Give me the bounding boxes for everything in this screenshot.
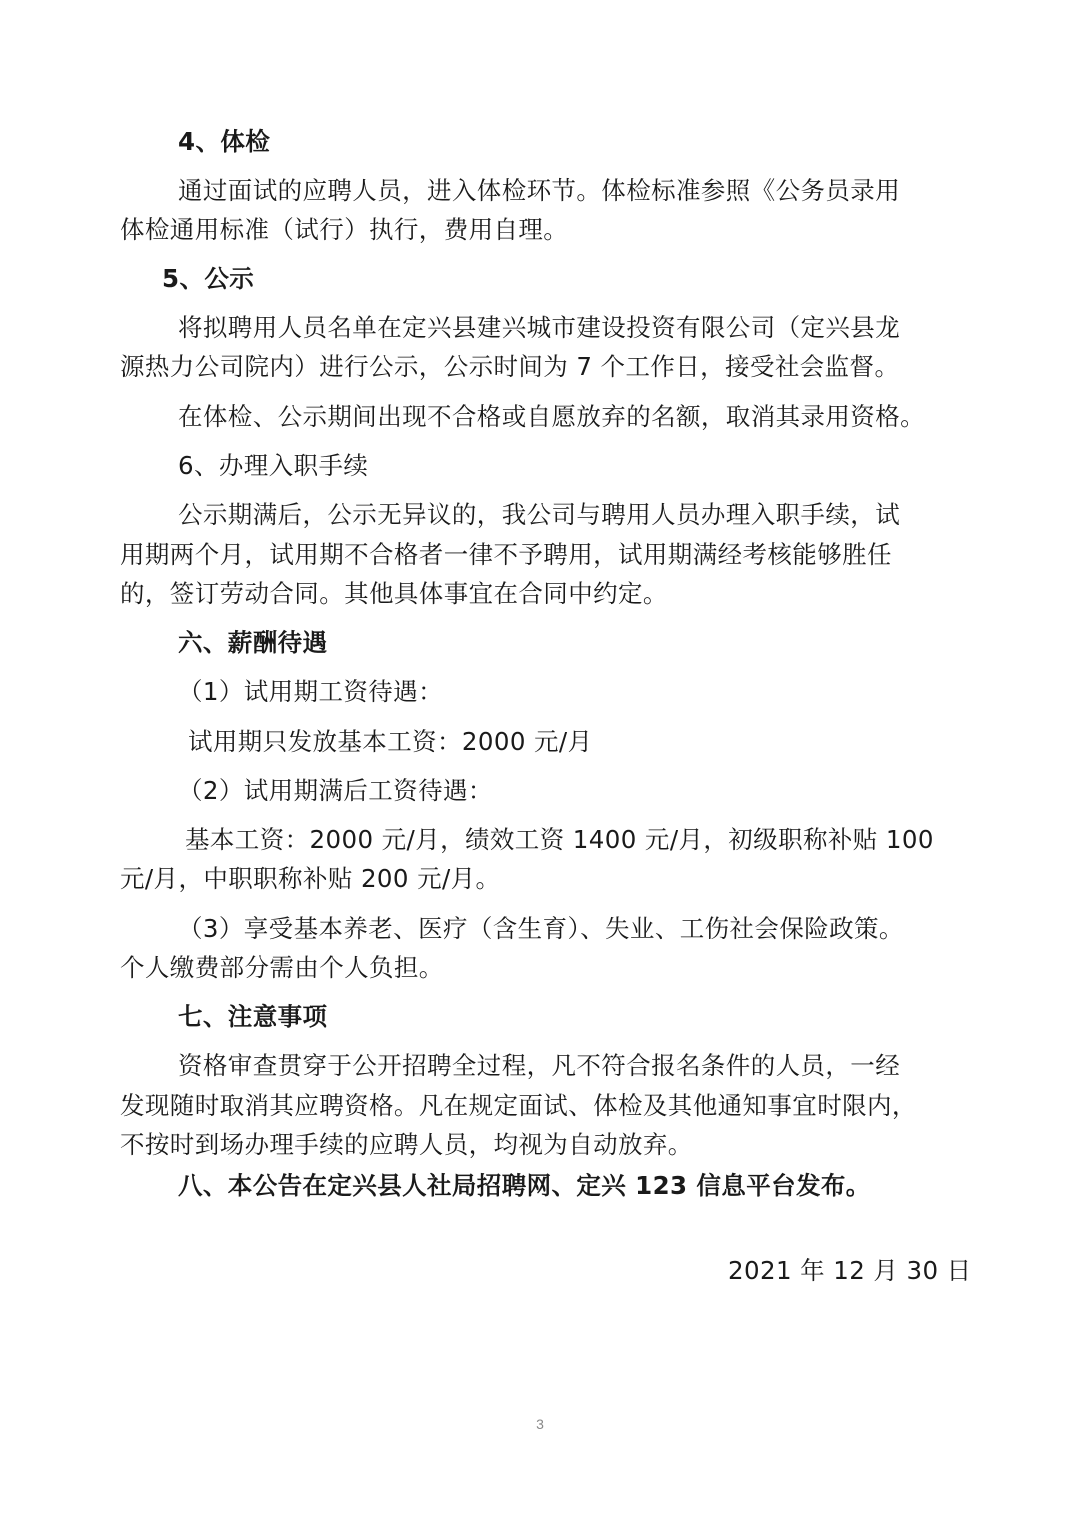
chapter-7-title: 七、注意事项	[178, 1002, 328, 1031]
chapter-6-title: 六、薪酬待遇	[178, 628, 328, 657]
section-6-paragraph-line-1: 公示期满后，公示无异议的，我公司与聘用人员办理入职手续，试	[178, 500, 901, 529]
section-6-title: 6、办理入职手续	[178, 451, 369, 480]
section-4-paragraph-line-1: 通过面试的应聘人员，进入体检环节。体检标准参照《公务员录用	[178, 176, 901, 205]
salary-item-1-detail: 试用期只发放基本工资：2000 元/月	[188, 727, 593, 756]
salary-item-3-line-2: 个人缴费部分需由个人负担。	[120, 953, 444, 982]
chapter-7-paragraph-line-2: 发现随时取消其应聘资格。凡在规定面试、体检及其他通知事宜时限内，	[120, 1091, 917, 1120]
section-5-title: 5、公示	[162, 264, 255, 293]
chapter-7-paragraph-line-3: 不按时到场办理手续的应聘人员，均视为自动放弃。	[120, 1130, 693, 1159]
section-4-title: 4、体检	[178, 127, 271, 156]
chapter-8-title: 八、本公告在定兴县人社局招聘网、定兴 123 信息平台发布。	[178, 1171, 871, 1200]
salary-item-2-line-1: 基本工资：2000 元/月，绩效工资 1400 元/月，初级职称补贴 100	[185, 825, 934, 854]
salary-item-2-line-2: 元/月，中职职称补贴 200 元/月。	[120, 864, 501, 893]
salary-item-1: （1）试用期工资待遇：	[178, 677, 443, 706]
section-6-paragraph-line-2: 用期两个月，试用期不合格者一律不予聘用，试用期满经考核能够胜任	[120, 540, 892, 569]
document-date: 2021 年 12 月 30 日	[728, 1256, 972, 1285]
section-6-paragraph-line-3: 的，签订劳动合同。其他具体事宜在合同中约定。	[120, 579, 668, 608]
salary-item-3-line-1: （3）享受基本养老、医疗（含生育）、失业、工伤社会保险政策。	[178, 914, 904, 943]
section-5-paragraph-line-1: 将拟聘用人员名单在定兴县建兴城市建设投资有限公司（定兴县龙	[178, 313, 901, 342]
section-5-paragraph-2: 在体检、公示期间出现不合格或自愿放弃的名额，取消其录用资格。	[178, 402, 925, 431]
salary-item-2: （2）试用期满后工资待遇：	[178, 776, 493, 805]
page-number: 3	[536, 1416, 544, 1432]
section-5-paragraph-line-2: 源热力公司院内）进行公示，公示时间为 7 个工作日，接受社会监督。	[120, 352, 900, 381]
chapter-7-paragraph-line-1: 资格审查贯穿于公开招聘全过程，凡不符合报名条件的人员，一经	[178, 1051, 901, 1080]
section-4-paragraph-line-2: 体检通用标准（试行）执行，费用自理。	[120, 215, 569, 244]
